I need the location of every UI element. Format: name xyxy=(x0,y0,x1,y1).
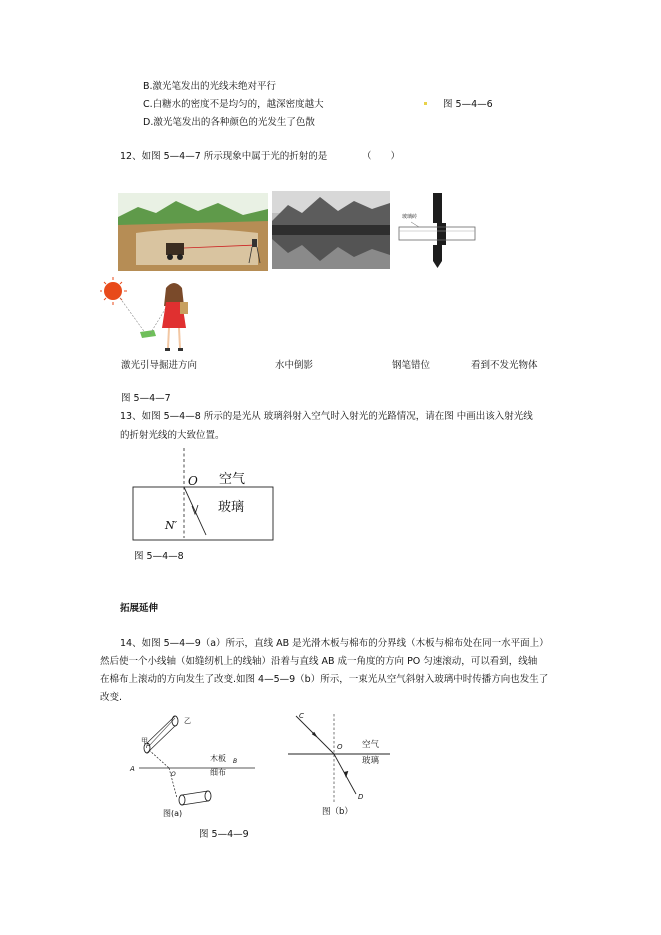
label-normal: N′ xyxy=(165,519,178,532)
fig-b-caption: 图（b） xyxy=(322,807,353,817)
q12-answer-blank: （ ） xyxy=(362,151,401,162)
label-cloth: 细布 xyxy=(210,768,226,777)
section-title: 拓展延伸 xyxy=(120,603,159,614)
fig-a-caption: 图(a) xyxy=(163,809,183,818)
q11-option-d: D.激光笔发出的各种颜色的光发生了色散 xyxy=(143,117,315,128)
label-c: C xyxy=(299,712,304,720)
label-jia: 甲 xyxy=(141,737,148,745)
girl-reading-image xyxy=(100,276,196,356)
label-air: 空气 xyxy=(219,472,246,487)
glass-brick-label: 玻璃砖 xyxy=(402,214,418,220)
q14-line1: 14、如图 5—4—9（a）所示，直线 AB 是光滑木板与棉布的分界线（木板与棉布处在同一水平面上） xyxy=(120,638,549,649)
q11-figure-label: 图 5—4—6 xyxy=(443,99,493,110)
label-d: D xyxy=(358,793,364,801)
label-yi: 乙 xyxy=(184,717,191,725)
label-o-a: O xyxy=(171,771,176,778)
q13-figure-label: 图 5—4—8 xyxy=(134,551,184,562)
caption-nonluminous: 看到不发光物体 xyxy=(471,360,538,371)
q12-figure-label: 图 5—4—7 xyxy=(121,393,171,404)
label-wood: 木板 xyxy=(210,754,226,763)
q14-line4: 改变. xyxy=(100,692,123,703)
label-p: P xyxy=(146,743,150,750)
label-glass-b: 玻璃 xyxy=(362,756,380,766)
label-o: O xyxy=(188,474,198,488)
q12-question: 12、如图 5—4—7 所示现象中属于光的折射的是 xyxy=(120,151,328,162)
label-a: A xyxy=(130,765,135,773)
q14-figure-label: 图 5—4—9 xyxy=(199,829,249,840)
caption-reflection: 水中倒影 xyxy=(275,360,314,371)
spool-diagram xyxy=(125,712,265,812)
label-b: B xyxy=(233,758,238,765)
q13-question-line2: 的折射光线的大致位置。 xyxy=(120,430,225,441)
caption-laser: 激光引导掘进方向 xyxy=(121,360,198,371)
q11-option-b: B.激光笔发出的光线未绝对平行 xyxy=(143,81,277,92)
yellow-dot xyxy=(424,102,427,105)
label-glass: 玻璃 xyxy=(218,500,245,515)
label-air-b: 空气 xyxy=(362,740,380,750)
tunnel-laser-image xyxy=(118,193,268,271)
q13-question-line1: 13、如图 5—4—8 所示的是光从 玻璃斜射入空气时入射光的光路情况，请在图 中画出该入射光线 xyxy=(120,411,533,422)
lake-reflection-image xyxy=(272,191,390,269)
q14-line2: 然后使一个小线轴（如缝纫机上的线轴）沿着与直线 AB 成一角度的方向 PO 匀速滚动，可以看到，线轴 xyxy=(100,656,538,667)
pen-glass-image xyxy=(397,191,477,269)
q14-line3: 在棉布上滚动的方向发生了改变.如图 4—5—9（b）所示，一束光从空气斜射入玻璃中时传播方向也发生了 xyxy=(100,674,549,685)
glass-air-diagram xyxy=(128,446,276,546)
q11-option-c: C.白糖水的密度不是均匀的，越深密度越大 xyxy=(143,99,324,110)
caption-pen: 钢笔错位 xyxy=(392,360,431,371)
label-o-b: O xyxy=(337,743,343,751)
